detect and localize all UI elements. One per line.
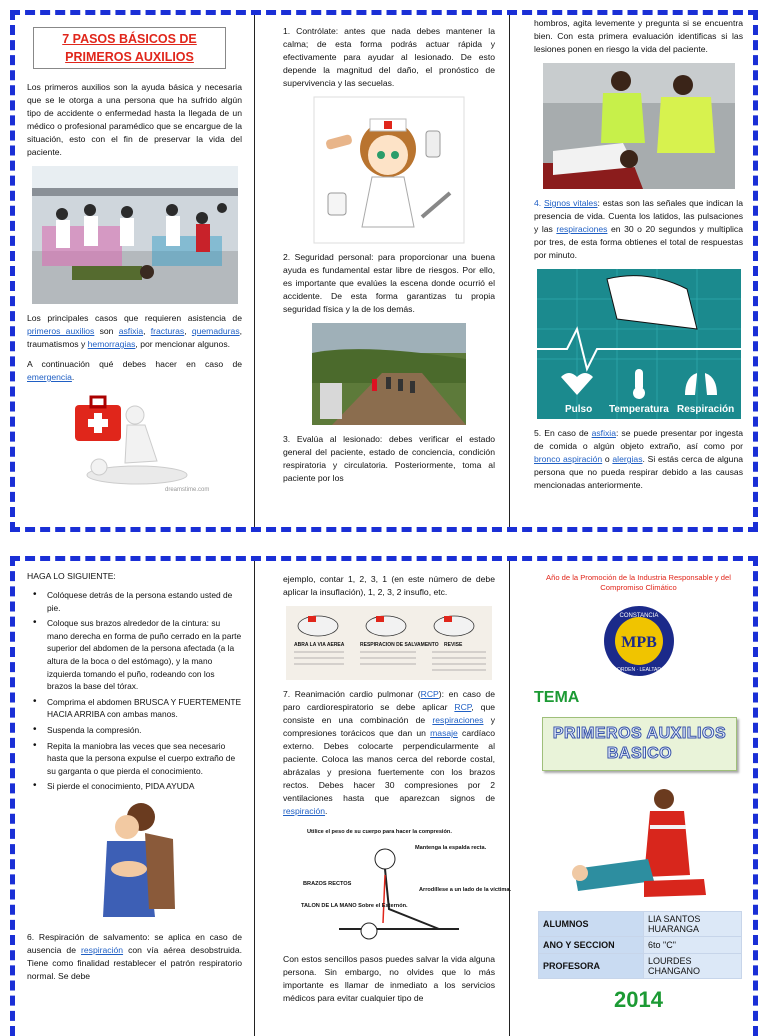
step-7: 7. Reanimación cardio pulmonar (RCP): en caso de paro cardiorespiratorio se debe aplicar RCP, que consiste en una combinación de respiraciones y compresiones torácicos que dan un masaje cardíaco externo. Debes colocarte perpendicularmente al paciente. Coloca las manos cerca del reborde costal, abrázalas y presiona fuertemente con los brazos rectos. Debes hacer 30 compresiones por 2 ventilaciones hasta que aparezcan signos de respiración.	[283, 689, 496, 816]
list-item: • Suspenda la compresión.	[27, 724, 242, 737]
svg-text:Arrodíllese a un lado de la ví: Arrodíllese a un lado de la víctima.	[419, 887, 512, 893]
link-respiraciones-step7[interactable]: respiraciones	[432, 715, 484, 725]
student-info-table	[538, 911, 742, 979]
link-bronco-aspiracion[interactable]: bronco aspiración	[534, 454, 603, 464]
link-asfixia-step5[interactable]: asfixia	[591, 428, 616, 438]
link-alergias[interactable]: alergias	[612, 454, 643, 464]
svg-text:TALON DE LA MANO Sobre el Este: TALON DE LA MANO Sobre el Esternón.	[301, 903, 408, 909]
pulso-label: Pulso	[564, 404, 592, 415]
brochure-front-sheet	[10, 10, 758, 532]
topic-banner: PRIMEROS AUXILIOS BASICO	[542, 717, 737, 771]
link-respiracion-step6[interactable]: respiración	[81, 944, 124, 955]
list-item: • Coloque sus brazos alrededor de la cintura: su mano derecha en forma de puño cerrado en la parte superior del abdomen de la persona afectada (a la altura de la boca o del estómago), y la mano izquierda tomando el puño, rodeando con los brazos la base del tórax.	[27, 617, 242, 693]
step-2: 2. Seguridad personal: para proporcionar una buena ayuda es fundamental estar libre de riesgos. Por ello, es importante que evalúes la escena donde ocurrió el accidente. De esta forma garantizas tu propia seguridad física y la de los demás.	[283, 252, 495, 314]
intro-paragraph: Los primeros auxilios son la ayuda básica y necesaria que se le otorga a una persona que ha sufrido algún tipo de accidente o enfermedad hasta la llegada de un médico o profesional paramédico que se encargue de la situación, esto con el fin de preservar la vida del paciente.	[27, 82, 242, 157]
list-item: • Colóquese detrás de la persona estando usted de pie.	[27, 589, 242, 614]
column-cover	[510, 561, 753, 1036]
link-hemorragias[interactable]: hemorragias	[87, 339, 136, 349]
year-dedication: Año de la Promoción de la Industria Responsable y del Compromiso Climático	[546, 573, 731, 592]
svg-text:Mantenga la espalda recta.: Mantenga la espalda recta.	[415, 845, 487, 851]
continue-paragraph: A continuación qué debes hacer en caso de emergencia.	[27, 359, 242, 382]
paramedic-illustration	[564, 785, 714, 903]
list-item: • Comprima el abdomen BRUSCA Y FUERTEMENTE HACIA ARRIBA con ambas manos.	[27, 696, 242, 721]
svg-text:Utilice el peso de su cuerpo p: Utilice el peso de su cuerpo para hacer la compresión.	[307, 829, 452, 835]
first-aid-kit-illustration	[65, 391, 209, 495]
svg-text:MPB: MPB	[620, 634, 657, 651]
column-heimlich	[15, 561, 255, 1036]
haga-heading: HAGA LO SIGUIENTE:	[27, 571, 116, 581]
step-6-continued: ejemplo, contar 1, 2, 3, 1 (en este número de debe aplicar la insuflación), 1, 2, 3, 2 insuflo, etc.	[283, 574, 495, 597]
link-masaje[interactable]: masaje	[430, 728, 458, 738]
brochure-title: 7 PASOS BÁSICOS DE PRIMEROS AUXILIOS	[33, 27, 226, 69]
link-respiraciones[interactable]: respiraciones	[556, 224, 608, 234]
paramedics-photo	[543, 63, 735, 189]
table-row: PROFESORA LOURDES CHANGANO	[539, 954, 742, 979]
closing-paragraph: Con estos sencillos pasos puedes salvar la vida alguna persona. Sin embargo, no olvides que lo más importante es llamar de inmediato a los servicios médicos para evitar cualquier tipo de	[283, 954, 495, 1003]
column-rcp	[255, 561, 510, 1036]
step-5: 5. En caso de asfixia: se puede presentar por ingesta de comida o algún objeto extraño, así como por bronco aspiración o alergias. Si estás cerca de alguna persona que no pueda respirar debido a las causas mencionadas anteriormente.	[534, 428, 744, 490]
svg-text:BRAZOS RECTOS: BRAZOS RECTOS	[303, 881, 352, 887]
list-item: • Repita la maniobra las veces que sea necesario hasta que la persona expulse el cuerpo extraño de su garganta o que pierda el conocimiento.	[27, 740, 242, 778]
link-fracturas[interactable]: fracturas	[150, 326, 185, 336]
step-4: 4. Signos vitales: estas son las señales que indican la presencia de vida. Cuenta los latidos, las pulsaciones y las respiraciones en 30 o 20 segundos y multiplica por tres, de esta forma obtienes el total de respuestas por minuto.	[534, 198, 743, 260]
temperatura-label: Temperatura	[608, 404, 669, 415]
svg-text:RESPIRACION DE SALVAMENTO: RESPIRACION DE SALVAMENTO	[360, 642, 439, 648]
list-item: • Si pierde el conocimiento, PIDA AYUDA	[27, 780, 242, 793]
respiracion-label: Respiración	[676, 404, 734, 415]
link-emergencia[interactable]: emergencia	[27, 372, 72, 382]
school-seal	[601, 603, 677, 679]
year-label: 2014	[614, 987, 663, 1012]
heimlich-steps-list	[27, 589, 242, 793]
svg-text:ORDEN · LEALTAD: ORDEN · LEALTAD	[616, 667, 661, 673]
svg-text:dreamstime.com: dreamstime.com	[164, 487, 209, 493]
step-3-continued: hombros, agita levemente y pregunta si se encuentra bien. Con esta primera evaluación identificas si las lesiones ponen en riesgo la vida del paciente.	[534, 18, 743, 54]
cpr-diagram	[299, 825, 512, 945]
column-steps-3-5	[510, 15, 753, 527]
cases-paragraph: Los principales casos que requieren asistencia de primeros auxilios son asfixia, fracturas, quemaduras, traumatismos y hemorragias, por mencionar algunos.	[27, 313, 243, 349]
rescue-breathing-diagram	[286, 606, 492, 680]
step-3: 3. Evalúa al lesionado: debes verificar el estado general del paciente, estado de conciencia, condición respiratoria y circulatoria. Posteriormente, toma al paciente por los	[283, 434, 495, 483]
step-1: 1. Contrólate: antes que nada debes mantener la calma; de esta forma podrás actuar rápida y efectivamente para ayudar al lesionado. De esto depende la magnitud del daño, el pronóstico de supervivencia y las secuelas.	[283, 26, 495, 88]
accident-scene-photo	[312, 323, 466, 425]
link-asfixia[interactable]: asfixia	[118, 326, 144, 336]
link-rcp-1[interactable]: RCP	[420, 689, 439, 699]
vital-signs-graphic	[537, 269, 741, 419]
link-signos-vitales[interactable]: Signos vitales	[544, 198, 598, 208]
svg-text:ABRA LA VIA AEREA: ABRA LA VIA AEREA	[294, 642, 345, 648]
table-row: ANO Y SECCION 6to "C"	[539, 937, 742, 954]
column-steps-1-3	[255, 15, 510, 527]
heimlich-illustration	[85, 799, 185, 923]
nurse-illustration	[314, 97, 464, 243]
brochure-back-sheet	[10, 556, 758, 1036]
link-primeros-auxilios[interactable]: primeros auxilios	[27, 326, 95, 336]
link-rcp-2[interactable]: RCP	[454, 702, 472, 712]
link-respiracion-step7[interactable]: respiración	[283, 806, 326, 816]
svg-text:REVISE: REVISE	[444, 642, 463, 648]
table-row: ALUMNOS LIA SANTOS HUARANGA	[539, 912, 742, 937]
tema-label: TEMA	[534, 689, 580, 706]
step-6: 6. Respiración de salvamento: se aplica en caso de ausencia de respiración con vía aérea desobstruida. Tiene como finalidad restablecer el patrón respiratorio normal. Se debe	[27, 931, 242, 981]
link-quemaduras[interactable]: quemaduras	[191, 326, 240, 336]
training-photo	[32, 166, 238, 304]
column-intro	[15, 15, 255, 527]
svg-text:CONSTANCIA: CONSTANCIA	[619, 613, 658, 619]
